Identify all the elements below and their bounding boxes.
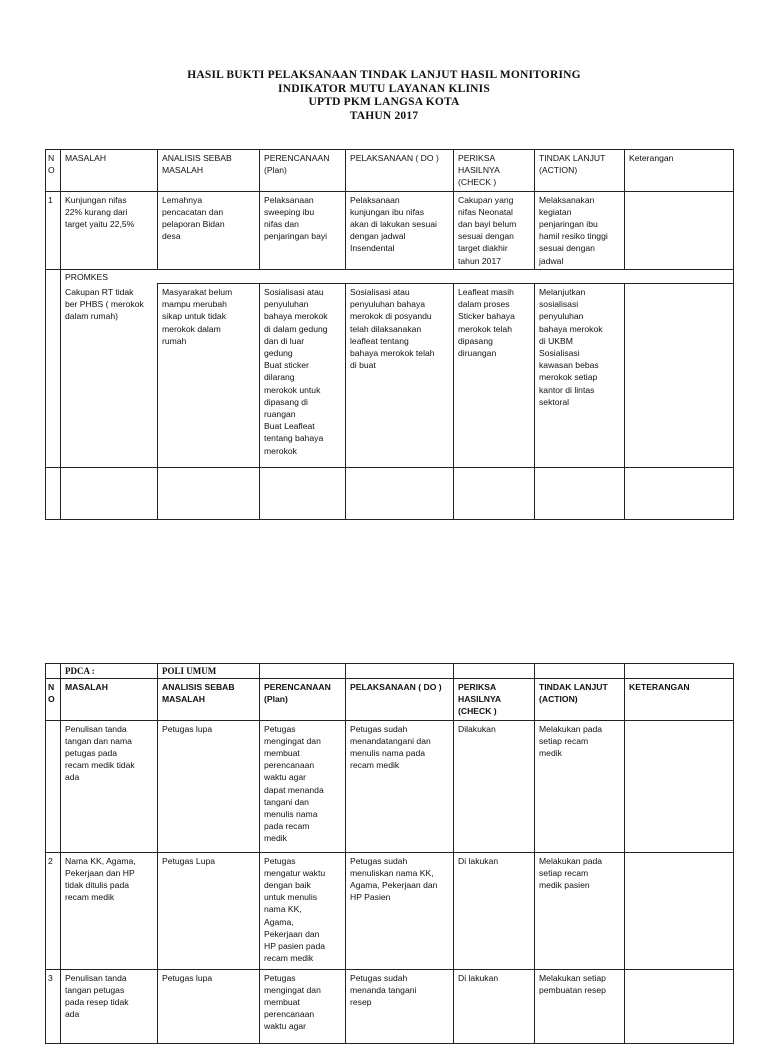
row-no: 1 xyxy=(46,191,61,269)
row-perencanaan: Pelaksanaan sweeping ibu nifas dan penjaringan bayi xyxy=(260,191,346,269)
header-periksa: PERIKSA HASILNYA (CHECK ) xyxy=(454,679,535,721)
title-line-2: INDIKATOR MUTU LAYANAN KLINIS xyxy=(278,82,490,95)
row-no xyxy=(46,284,61,468)
row-keterangan xyxy=(625,969,734,1043)
monitoring-table-1 xyxy=(45,149,734,520)
row-analisis: Masyarakat belum mampu merubah sikap untuk tidak merokok dalam rumah xyxy=(158,284,260,468)
row-periksa: Dilakukan xyxy=(454,720,535,852)
table-row xyxy=(46,720,734,852)
table-header-row xyxy=(46,679,734,721)
row-analisis: Petugas Lupa xyxy=(158,852,260,969)
title-line-4: TAHUN 2017 xyxy=(349,109,419,122)
row-masalah: Nama KK, Agama, Pekerjaan dan HP tidak ditulis pada recam medik xyxy=(61,852,158,969)
title-line-3: UPTD PKM LANGSA KOTA xyxy=(308,96,460,109)
header-tindak-lanjut: TINDAK LANJUT (ACTION) xyxy=(535,679,625,721)
header-perencanaan: PERENCANAAN (Plan) xyxy=(260,150,346,192)
row-analisis: Lemahnya pencacatan dan pelaporan Bidan desa xyxy=(158,191,260,269)
section-label: PROMKES xyxy=(61,269,734,283)
row-masalah: Kunjungan nifas 22% kurang dari target yaitu 22,5% xyxy=(61,191,158,269)
row-tindak-lanjut: Melanjutkan sosialisasi penyuluhan bahaya merokok di UKBM Sosialisasi kawasan bebas merokok setiap kantor di lintas sektoral xyxy=(535,284,625,468)
row-periksa: Cakupan yang nifas Neonatal dan bayi belum sesuai dengan target diakhir tahun 2017 xyxy=(454,191,535,269)
row-keterangan xyxy=(625,191,734,269)
row-analisis: Petugas lupa xyxy=(158,720,260,852)
row-tindak-lanjut: Melakukan pada setiap recam medik pasien xyxy=(535,852,625,969)
row-analisis: Petugas lupa xyxy=(158,969,260,1043)
header-tindak-lanjut: TINDAK LANJUT (ACTION) xyxy=(535,150,625,192)
row-perencanaan: Petugas mengingat dan membuat perencanaan waktu agar dapat menanda tangani dan menulis nama pada recam medik xyxy=(260,720,346,852)
row-pelaksanaan: Sosialisasi atau penyuluhan bahaya merokok di posyandu telah dilaksanakan leafleat tentang bahaya merokok telah di buat xyxy=(346,284,454,468)
header-masalah: MASALAH xyxy=(61,679,158,721)
monitoring-table-2 xyxy=(45,663,734,1044)
row-masalah: Cakupan RT tidak ber PHBS ( merokok dalam rumah) xyxy=(61,284,158,468)
pdca-label: PDCA : xyxy=(61,664,158,679)
table-header-row xyxy=(46,150,734,192)
row-keterangan xyxy=(625,852,734,969)
header-periksa: PERIKSA HASILNYA (CHECK ) xyxy=(454,150,535,192)
table-row xyxy=(46,284,734,468)
row-pelaksanaan: Petugas sudah menuliskan nama KK, Agama, Pekerjaan dan HP Pasien xyxy=(346,852,454,969)
header-pelaksanaan: PELAKSANAAN ( DO ) xyxy=(346,150,454,192)
header-analisis: ANALISIS SEBAB MASALAH xyxy=(158,150,260,192)
empty-row xyxy=(46,468,734,520)
row-no: 2 xyxy=(46,852,61,969)
table-row xyxy=(46,969,734,1043)
header-keterangan: KETERANGAN xyxy=(625,679,734,721)
row-no: 3 xyxy=(46,969,61,1043)
title-line-1: HASIL BUKTI PELAKSANAAN TINDAK LANJUT HASIL MONITORING xyxy=(187,69,581,81)
section-row xyxy=(46,269,734,283)
row-keterangan xyxy=(625,284,734,468)
row-pelaksanaan: Petugas sudah menandatangani dan menulis nama pada recam medik xyxy=(346,720,454,852)
header-keterangan: Keterangan xyxy=(625,150,734,192)
row-perencanaan: Sosialisasi atau penyuluhan bahaya merokok di dalam gedung dan di luar gedung Buat sticker dilarang merokok untuk dipasang di ruangan Buat Leafleat tentang bahaya merokok xyxy=(260,284,346,468)
row-keterangan xyxy=(625,720,734,852)
header-perencanaan: PERENCANAAN (Plan) xyxy=(260,679,346,721)
header-masalah: MASALAH xyxy=(61,150,158,192)
header-pelaksanaan: PELAKSANAAN ( DO ) xyxy=(346,679,454,721)
pdca-row xyxy=(46,664,734,679)
row-masalah: Penulisan tanda tangan petugas pada resep tidak ada xyxy=(61,969,158,1043)
row-tindak-lanjut: Melakukan pada setiap recam medik xyxy=(535,720,625,852)
row-perencanaan: Petugas mengatur waktu dengan baik untuk menulis nama KK, Agama, Pekerjaan dan HP pasien pada recam medik xyxy=(260,852,346,969)
row-periksa: Leafleat masih dalam proses Sticker bahaya merokok telah dipasang diruangan xyxy=(454,284,535,468)
header-analisis: ANALISIS SEBAB MASALAH xyxy=(158,679,260,721)
row-periksa: Di lakukan xyxy=(454,969,535,1043)
header-no: N O xyxy=(46,150,61,192)
row-pelaksanaan: Petugas sudah menanda tangani resep xyxy=(346,969,454,1043)
table-row xyxy=(46,852,734,969)
row-periksa: Di lakukan xyxy=(454,852,535,969)
row-tindak-lanjut: Melaksanakan kegiatan penjaringan ibu hamil resiko tinggi sesuai dengan jadwal xyxy=(535,191,625,269)
row-perencanaan: Petugas mengingat dan membuat perencanaan waktu agar xyxy=(260,969,346,1043)
table-row xyxy=(46,191,734,269)
row-no xyxy=(46,720,61,852)
document-title xyxy=(0,69,768,123)
row-pelaksanaan: Pelaksanaan kunjungan ibu nifas akan di lakukan sesuai dengan jadwal Insendental xyxy=(346,191,454,269)
row-masalah: Penulisan tanda tangan dan nama petugas pada recam medik tidak ada xyxy=(61,720,158,852)
header-no: N O xyxy=(46,679,61,721)
unit-label: POLI UMUM xyxy=(158,664,260,679)
row-tindak-lanjut: Melakukan setiap pembuatan resep xyxy=(535,969,625,1043)
